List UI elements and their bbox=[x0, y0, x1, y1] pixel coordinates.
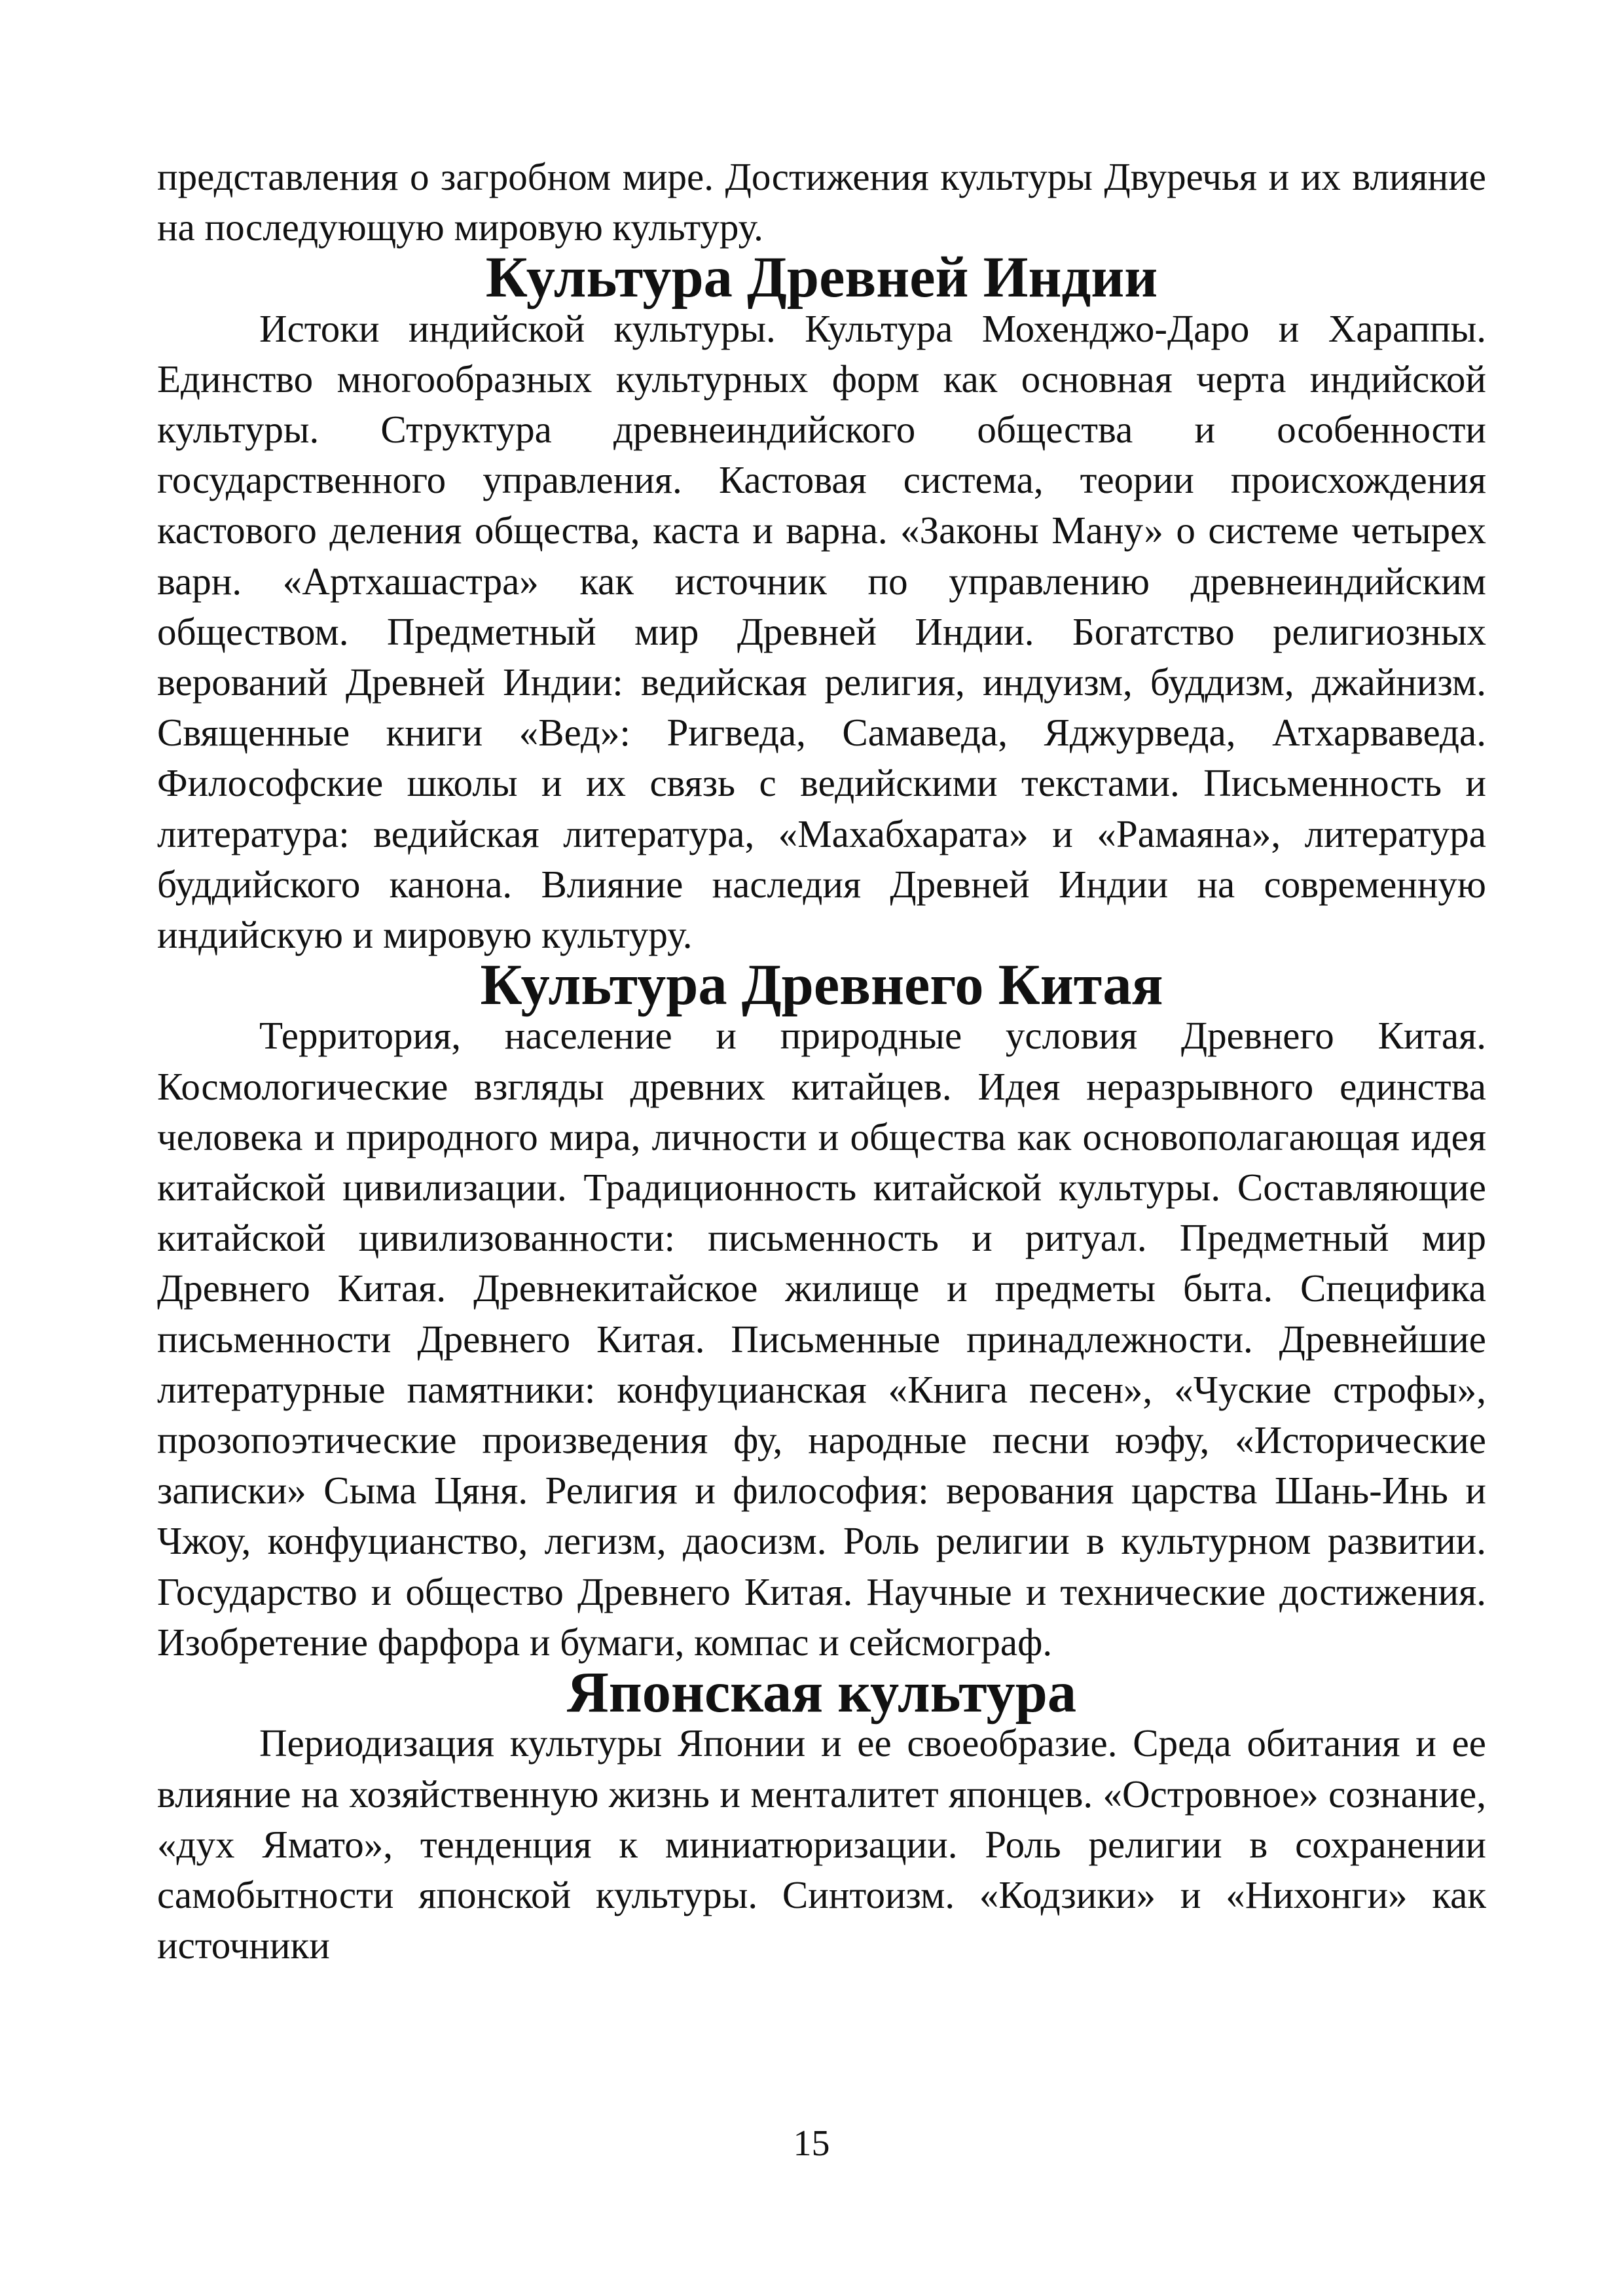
paragraph-ancient-china: Территория, население и природные условия Древнего Китая. Космологические взгляды древних китайцев. Идея неразрывного единства человека и природного мира, личности и общества как основополагающая идея китайской цивилизации. Традиционность китайской культуры. Составляющие китайской цивилизованности: письменность и ритуал. Предметный мир Древнего Китая. Древнекитайское жилище и предметы быта. Специфика письменности Древнего Китая. Письменные принадлежности. Древнейшие литературные памятники: конфуцианская «Книга песен», «Чуские строфы», прозопоэтические произведения фу, народные песни юэфу, «Исторические записки» Сыма Цяня. Религия и философия: верования царства Шань-Инь и Чжоу, конфуцианство, легизм, даосизм. Роль религии в культурном развитии. Государство и общество Древнего Китая. Научные и технические достижения. Изобретение фарфора и бумаги, компас и сейсмограф. bbox=[157, 1014, 1486, 1664]
heading-ancient-india: Культура Древней Индии bbox=[485, 245, 1158, 310]
paragraph-japanese-culture: Периодизация культуры Японии и ее своеобразие. Среда обитания и ее влияние на хозяйственную жизнь и менталитет японцев. «Островное» сознание, «дух Ямато», тенденция к миниатюризации. Роль религии в сохранении самобытности японской культуры. Синтоизм. «Кодзики» и «Нихонги» как источники bbox=[157, 1721, 1486, 1967]
page-number: 15 bbox=[793, 2123, 830, 2164]
paragraph-ancient-india: Истоки индийской культуры. Культура Мохенджо-Даро и Хараппы. Единство многообразных культурных форм как основная черта индийской культуры. Структура древнеиндийского общества и особенности государственного управления. Кастовая система, теории происхождения кастового деления общества, каста и варна. «Законы Ману» о системе четырех варн. «Артхашастра» как источник по управлению древнеиндийским обществом. Предметный мир Древней Индии. Богатство религиозных верований Древней Индии: ведийская религия, индуизм, буддизм, джайнизм. Священные книги «Вед»: Ригведа, Самаведа, Яджурведа, Атхарваведа. Философские школы и их связь с ведийскими текстами. Письменность и литература: ведийская литература, «Махабхарата» и «Рамаяна», литература буддийского канона. Влияние наследия Древней Индии на современную индийскую и мировую культуру. bbox=[157, 306, 1486, 957]
heading-ancient-china: Культура Древнего Китая bbox=[480, 953, 1163, 1018]
heading-japanese-culture: Японская культура bbox=[566, 1660, 1077, 1725]
paragraph-intro: представления о загробном мире. Достижения культуры Двуречья и их влияние на последующую мировую культуру. bbox=[157, 155, 1486, 249]
page-body bbox=[157, 152, 1486, 1971]
